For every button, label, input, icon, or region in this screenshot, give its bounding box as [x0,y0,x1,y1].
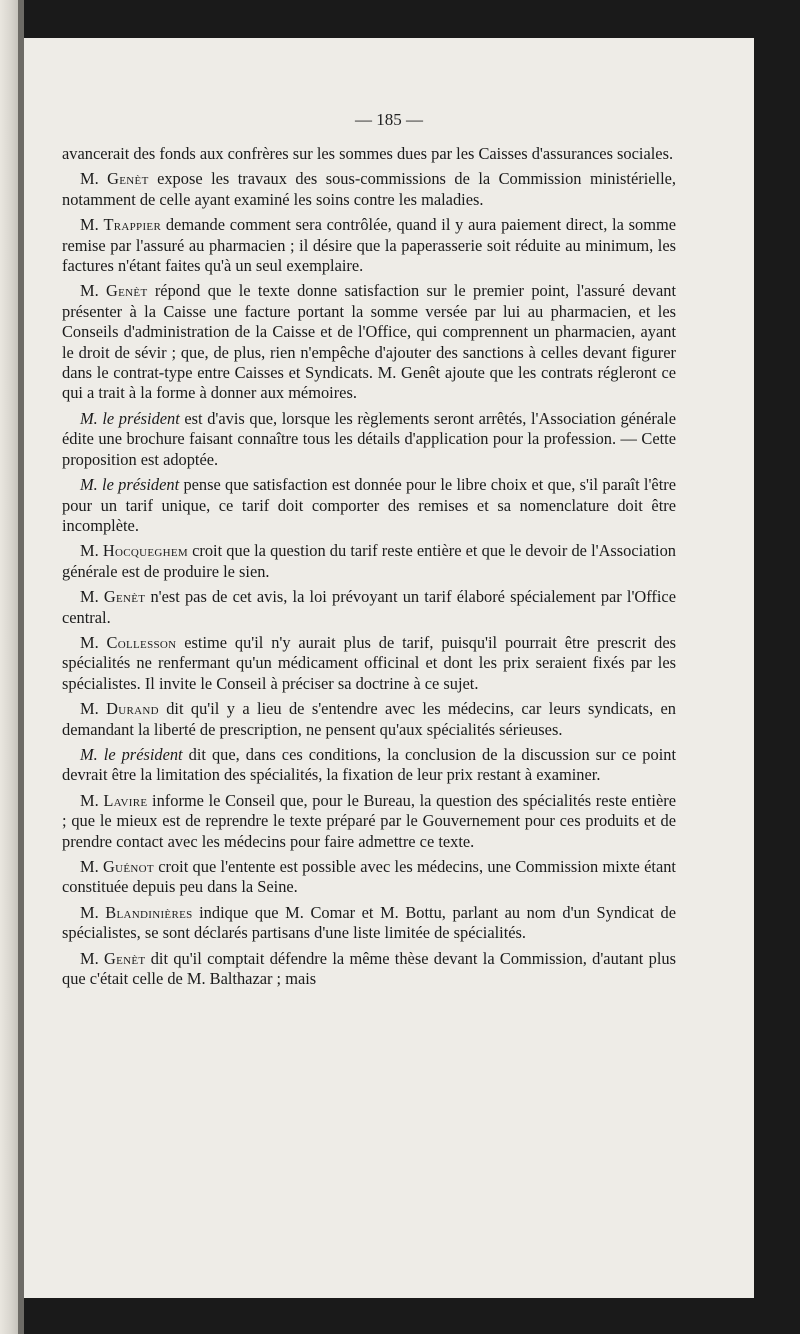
speaker-name: Blandinières [105,902,193,922]
paragraph [62,745,676,786]
paragraph-text: M. [80,790,104,810]
paragraph-text: M. [80,902,106,922]
speaker-name: Genèt [103,948,146,968]
paragraph [62,215,676,276]
paragraph-text: M. [80,587,104,607]
paragraph-text: informe le Conseil que, pour le Bureau, la question des spécialités reste entière ; que le mieux est de reprendre le texte préparé par le Gouvernement pour ces produits et de prendre contact avec les médecins pour faire admettre ce texte. [62,790,676,851]
paragraph-text: expose les travaux des sous-commissions de la Commission ministérielle, notamment de celle ayant examiné les soins contre les maladies. [62,169,676,209]
paragraph-text: dit qu'il y a lieu de s'entendre avec les médecins, car leurs syndicats, en demandant la liberté de prescription, ne pensent qu'aux spécialités sérieuses. [62,699,676,739]
speaker-name: Genèt [106,281,148,301]
paragraph [62,587,676,628]
paragraph-text: répond que le texte donne satisfaction sur le premier point, l'assuré devant présenter à la Caisse une facture portant la somme versée par lui au pharmacien, et les Conseils d'administration de la Caisse et de l'Office, qui comprennent un pharmacien, ayant le droit de sévir ; que, de plus, rien n'empêche d'ajouter des sanctions à celles devant figurer dans le contrat-type entre Caisses et Syndicats. M. Genêt ajoute que les contrats régleront ce qui a trait à la forme à donner aux mémoires. [62,281,676,403]
paragraph [62,541,676,582]
paragraph [62,633,676,694]
paragraph-text: M. [80,169,108,189]
paragraph-text: M. [80,857,103,876]
president-label: M. le président [80,744,183,764]
paragraph [62,857,676,898]
paragraph-text: M. [80,699,107,719]
speaker-name: Trappier [103,215,162,235]
paragraph [62,281,676,403]
paragraph-text: pense que satisfaction est donnée pour le libre choix et que, s'il paraît l'être pour un tarif unique, ce tarif doit comporter des remises et sa nomenclature doit être incomplète. [62,475,676,535]
paragraph [62,144,676,164]
speaker-name: Collesson [106,632,177,652]
paragraph-text: demande comment sera contrôlée, quand il y aura paiement direct, la somme remise par l'assuré au pharmacien ; il désire que la paperasserie soit réduite au minimum, les factures n'étant faites qu'à un seul exemplaire. [62,215,676,276]
paragraph-text: dit qu'il comptait défendre la même thèse devant la Commission, d'autant plus que c'était celle de M. Balthazar ; mais [62,948,676,989]
speaker-name: Guénot [102,857,154,876]
paragraph [62,409,676,470]
paragraph-text: n'est pas de cet avis, la loi prévoyant un tarif élaboré spécialement par l'Office central. [62,587,676,627]
president-label: M. le président [80,475,180,495]
speaker-name: Durand [106,699,159,719]
paragraph [62,475,676,536]
paragraph [62,791,676,852]
paragraph-text: croit que la question du tarif reste entière et que le devoir de l'Association générale est de produire le sien. [62,541,676,581]
paragraph-text: M. [80,632,107,652]
paragraph-text: avancerait des fonds aux confrères sur les sommes dues par les Caisses d'assurances sociales. [62,144,674,163]
speaker-name: Hocqueghem [102,541,188,561]
paragraph [62,169,676,210]
paragraph-text: croit que l'entente est possible avec les médecins, une Commission mixte étant constituée depuis peu dans la Seine. [62,857,676,897]
paragraph-text: M. [80,541,103,561]
paragraph [62,949,676,990]
paragraph-text: dit que, dans ces conditions, la conclusion de la discussion sur ce point devrait être la limitation des spécialités, la fixation de leur prix restant à examiner. [62,744,676,785]
paragraph [62,699,676,740]
paragraph-text: estime qu'il n'y aurait plus de tarif, puisqu'il pourrait être prescrit des spécialités ne renfermant qu'un médicament officinal et dont les prix seraient fixés par les spécialistes. Il invite le Conseil à préciser sa doctrine à ce sujet. [62,632,676,693]
president-label: M. le président [80,408,180,428]
paragraph-text: M. [80,281,107,301]
paragraph [62,903,676,944]
paragraph-text: indique que M. Comar et M. Bottu, parlant au nom d'un Syndicat de spécialistes, se sont déclarés partisans d'une liste limitée de spécialités. [62,902,676,943]
paragraph-text: M. [80,215,104,235]
speaker-name: Genèt [107,169,149,189]
page-body [62,144,676,994]
book-page [24,38,754,1298]
page-number: — 185 — [355,110,423,129]
paragraph-text: M. [80,948,104,968]
speaker-name: Lavire [103,790,148,810]
paragraph-text: est d'avis que, lorsque les règlements seront arrêtés, l'Association générale édite une brochure faisant connaître tous les détails d'application pour la profession. — Cette proposition est adoptée. [62,408,676,469]
speaker-name: Genèt [103,587,146,607]
